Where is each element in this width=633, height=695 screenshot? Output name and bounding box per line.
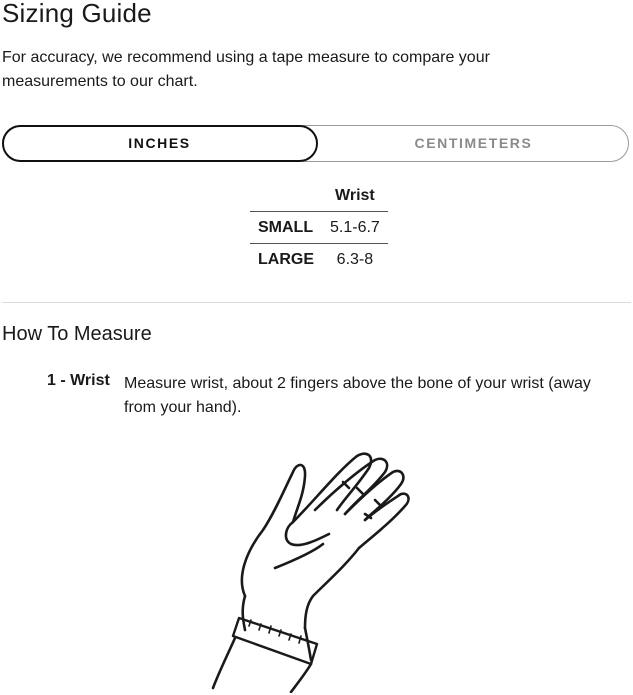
size-table xyxy=(250,183,388,275)
unit-toggle xyxy=(2,125,629,162)
how-to-measure-heading: How To Measure xyxy=(2,323,152,345)
size-label: LARGE xyxy=(258,250,314,268)
wrist-column-header: Wrist xyxy=(335,187,375,204)
size-label: SMALL xyxy=(258,218,314,236)
table-row xyxy=(250,244,388,276)
step-text: Measure wrist, about 2 fingers above the bone of your wrist (away from your hand). xyxy=(124,375,591,416)
centimeters-tab[interactable]: CENTIMETERS xyxy=(414,135,533,151)
inches-tab[interactable]: INCHES xyxy=(2,125,318,162)
page-title: Sizing Guide xyxy=(2,0,152,28)
wrist-value: 6.3-8 xyxy=(336,250,374,268)
section-divider xyxy=(2,302,631,303)
table-header-blank xyxy=(250,183,322,212)
hand-wrist-tape-measure-icon xyxy=(205,448,420,693)
table-row xyxy=(250,212,388,244)
intro-text: For accuracy, we recommend using a tape measure to compare your measurements to our chart. xyxy=(2,49,490,90)
wrist-value: 5.1-6.7 xyxy=(330,218,380,236)
step-label: 1 - Wrist xyxy=(47,372,110,389)
